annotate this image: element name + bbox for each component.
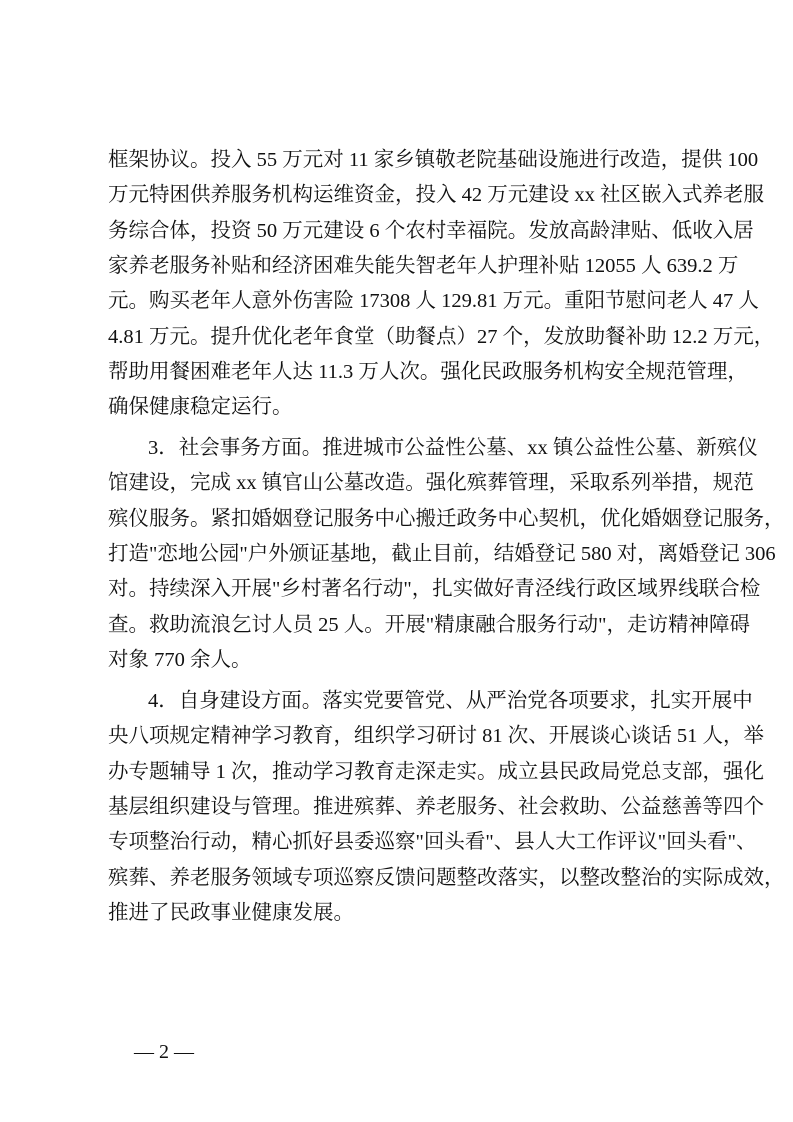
text-line: 殡葬、养老服务领域专项巡察反馈问题整改落实，以整改整治的实际成效， — [108, 867, 785, 889]
text-line: 基层组织建设与管理。推进殡葬、养老服务、社会救助、公益慈善等四个 — [108, 796, 764, 818]
text-line: 推进了民政事业健康发展。 — [108, 902, 354, 924]
text-line: 务综合体，投资 50 万元建设 6 个农村幸福院。发放高龄津贴、低收入居 — [108, 220, 754, 242]
text-line: 框架协议。投入 55 万元对 11 家乡镇敬老院基础设施进行改造，提供 100 — [108, 149, 759, 171]
text-line: 殡仪服务。紧扣婚姻登记服务中心搬迁政务中心契机，优化婚姻登记服务， — [108, 508, 785, 530]
text-line: 对象 770 余人。 — [108, 649, 252, 671]
text-line: 万元特困供养服务机构运维资金，投入 42 万元建设 xx 社区嵌入式养老服 — [108, 184, 764, 206]
text-line: 4．自身建设方面。落实党要管党、从严治党各项要求，扎实开展中 — [148, 690, 753, 712]
text-line: 帮助用餐困难老年人达 11.3 万人次。强化民政服务机构安全规范管理， — [108, 361, 748, 383]
text-line: 办专题辅导 1 次，推动学习教育走深走实。成立县民政局党总支部，强化 — [108, 761, 764, 783]
text-line: 央八项规定精神学习教育，组织学习研讨 81 次、开展谈心谈话 51 人，举 — [108, 725, 764, 747]
text-line: 对。持续深入开展"乡村著名行动"，扎实做好青泾线行政区域界线联合检 — [108, 578, 761, 600]
text-line: 3．社会事务方面。推进城市公益性公墓、xx 镇公益性公墓、新殡仪 — [148, 437, 758, 459]
text-line: 确保健康稳定运行。 — [108, 396, 293, 418]
text-line: 4.81 万元。提升优化老年食堂（助餐点）27 个，发放助餐补助 12.2 万元， — [108, 326, 775, 348]
text-line: 专项整治行动，精心抓好县委巡察"回头看"、县人大工作评议"回头看"、 — [108, 831, 757, 853]
text-line: 元。购买老年人意外伤害险 17308 人 129.81 万元。重阳节慰问老人 47 人 — [108, 290, 759, 312]
text-line: 馆建设，完成 xx 镇官山公墓改造。强化殡葬管理，采取系列举措，规范 — [108, 472, 754, 494]
text-line: 查。救助流浪乞讨人员 25 人。开展"精康融合服务行动"，走访精神障碍 — [108, 614, 750, 636]
text-line: 打造"恋地公园"户外颁证基地，截止目前，结婚登记 580 对，离婚登记 306 — [108, 543, 776, 565]
page-number: — 2 — — [134, 1041, 194, 1063]
text-line: 家养老服务补贴和经济困难失能失智老年人护理补贴 12055 人 639.2 万 — [108, 255, 739, 277]
